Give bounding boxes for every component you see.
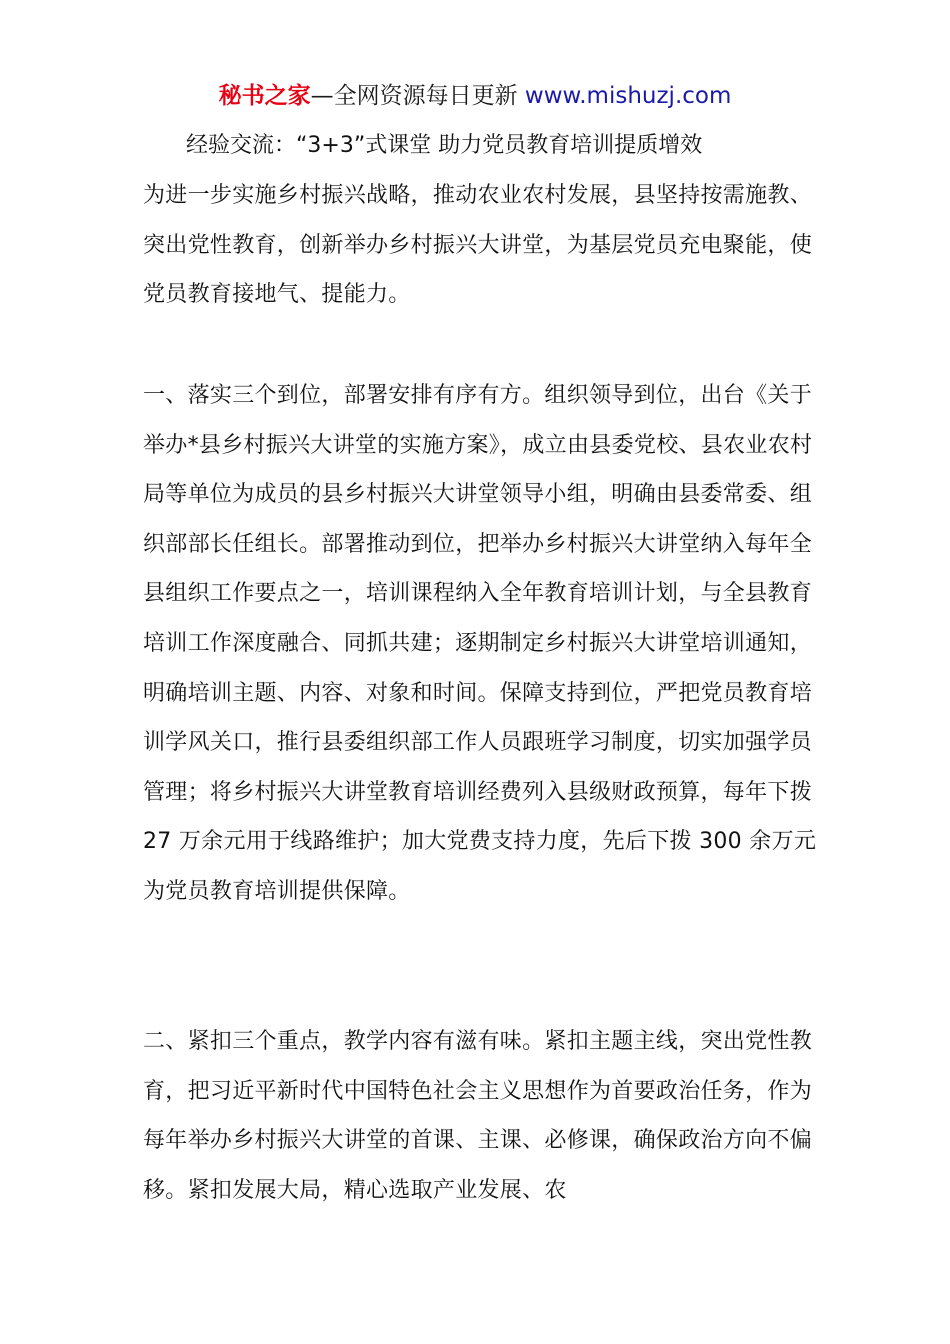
paragraph-text: 一、落实三个到位，部署安排有序有方。组织领导到位，出台《关于举办*县乡村振兴大讲堂的实施方案》，成立由县委党校、县农业农村局等单位为成员的县乡村振兴大讲堂领导小组，明确由县委常委、组织部部长任组长。部署推动到位，把举办乡村振兴大讲堂纳入每年全县组织工作要点之一，培训课程纳入全年教育培训计划，与全县教育培训工作深度融合、同抓共建；逐期制定乡村振兴大讲堂培训通知，明确培训主题、内容、对象和时间。保障支持到位，严把党员教育培训学风关口，推行县委组织部工作人员跟班学习制度，切实加强学员管理；将乡村振兴大讲堂教育培训经费列入县级财政预算，每年下拨 27 万余元用于线路维护；加大党费支持力度，先后下拨 300 余万元为党员教育培训提供保障。 <box>143 383 817 904</box>
section-one-paragraph <box>143 371 833 917</box>
paragraph-text: 二、紧扣三个重点，教学内容有滋有味。紧扣主题主线，突出党性教育，把习近平新时代中国特色社会主义思想作为首要政治任务，作为每年举办乡村振兴大讲堂的首课、主课、必修课，确保政治方向不偏移。紧扣发展大局，精心选取产业发展、农 <box>143 1029 813 1203</box>
site-tagline: —全网资源每日更新 <box>310 83 518 109</box>
site-brand: 秘书之家 <box>218 83 311 109</box>
site-header <box>0 80 950 112</box>
section-two-paragraph <box>143 1017 833 1215</box>
document-title: 经验交流：“3+3”式课堂 助力党员教育培训提质增效 <box>186 133 703 158</box>
paragraph-text: 为进一步实施乡村振兴战略，推动农业农村发展，县坚持按需施教、突出党性教育，创新举办乡村振兴大讲堂，为基层党员充电聚能，使党员教育接地气、提能力。 <box>143 183 813 308</box>
site-url-link[interactable]: www.mishuzj.com <box>524 83 732 109</box>
intro-paragraph <box>143 171 833 320</box>
